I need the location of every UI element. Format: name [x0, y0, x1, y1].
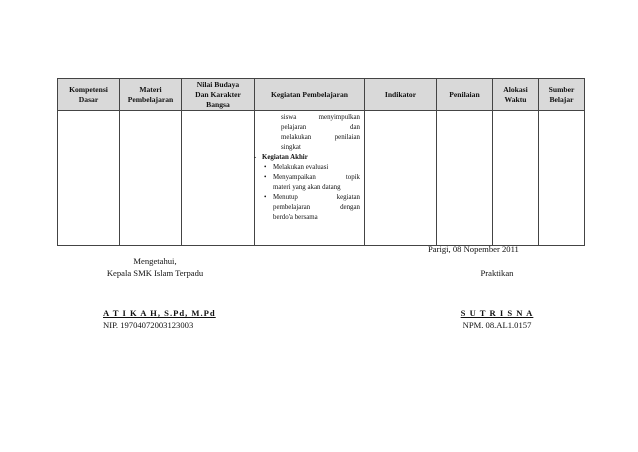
list-item: • Menyampaikan topik materi yang akan datang: [255, 173, 364, 193]
header-nilai-budaya: Nilai Budaya Dan Karakter Bangsa: [182, 79, 255, 111]
continued-text-line: siswa menyimpulkan: [281, 114, 360, 121]
kegiatan-akhir-list: [255, 163, 364, 223]
header-kegiatan-pembelajaran: Kegiatan Pembelajaran: [255, 79, 365, 111]
principal-name: A T I K A H, S.Pd, M.Pd: [103, 308, 216, 318]
table-row: [58, 111, 585, 246]
student-name: S U T R I S N A: [460, 308, 534, 318]
cell-sumber: [539, 111, 585, 246]
cell-materi: [120, 111, 182, 246]
header-alokasi-waktu: Alokasi Waktu: [493, 79, 539, 111]
principal-nip: NIP. 19704072003123003: [103, 320, 194, 330]
header-penilaian: Penilaian: [437, 79, 493, 111]
cell-alokasi: [493, 111, 539, 246]
cell-nilai: [182, 111, 255, 246]
cell-kompetensi: [58, 111, 120, 246]
cell-penilaian: [437, 111, 493, 246]
cell-indikator: [365, 111, 437, 246]
header-materi-pembelajaran: Materi Pembelajaran: [120, 79, 182, 111]
continued-text-line: singkat: [281, 144, 301, 151]
header-sumber-belajar: Sumber Belajar: [539, 79, 585, 111]
table-header-row: [58, 79, 585, 111]
list-item: • Melakukan evaluasi: [255, 163, 364, 173]
student-role: Praktikan: [480, 268, 514, 278]
principal-role: Kepala SMK Islam Terpadu: [106, 268, 204, 278]
dash-bullet: -: [254, 154, 257, 161]
continued-text-line: pelajaran dan: [281, 124, 360, 131]
place-date: Parigi, 08 Nopember 2011: [428, 244, 519, 254]
kegiatan-akhir-heading: [254, 153, 364, 163]
kegiatan-akhir-label: Kegiatan Akhir: [262, 154, 308, 161]
lesson-plan-table: [57, 78, 585, 246]
list-item: • Menutup kegiatan pembelajaran dengan berdo'a bersama: [255, 193, 364, 223]
header-indikator: Indikator: [365, 79, 437, 111]
acknowledged-label: Mengetahui,: [133, 256, 177, 266]
student-npm: NPM. 08.AL1.0157: [462, 320, 532, 330]
header-kompetensi-dasar: Kompetensi Dasar: [58, 79, 120, 111]
continued-text-line: melakukan penilaian: [281, 134, 360, 141]
cell-kegiatan: [255, 111, 365, 246]
